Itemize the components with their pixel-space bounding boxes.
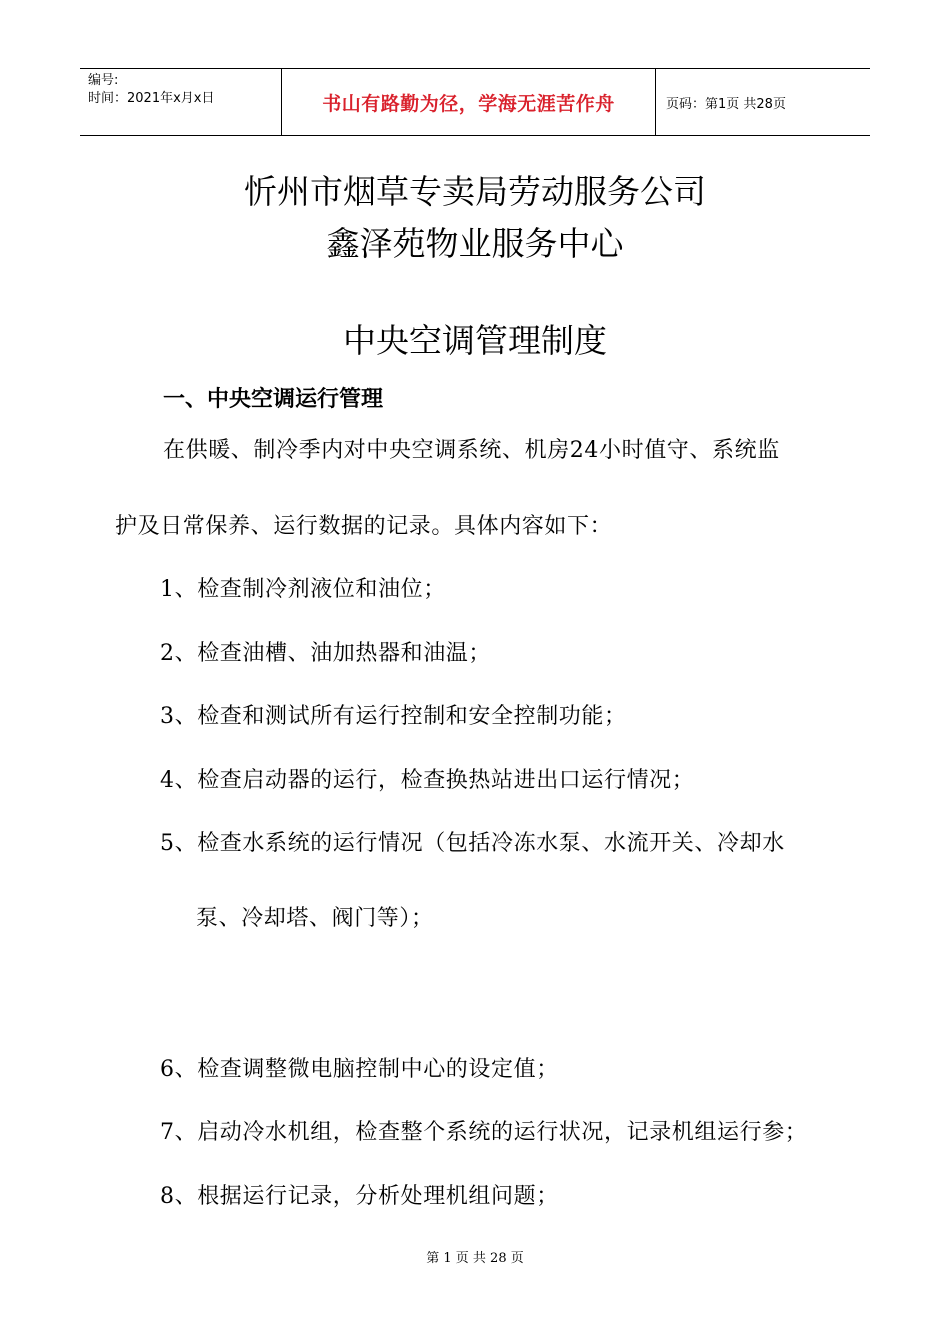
org-name-line1: 忻州市烟草专卖局劳动服务公司 (244, 172, 706, 211)
list-item: 3、检查和测试所有运行控制和安全控制功能； (160, 704, 627, 729)
page-header (80, 68, 870, 136)
list-item: 1、检查制冷剂液位和油位； (160, 577, 446, 602)
list-item: 5、检查水系统的运行情况（包括冷冻水泵、水流开关、冷却水 (160, 831, 785, 856)
list-item-continuation: 泵、冷却塔、阀门等）； (196, 906, 434, 931)
date-label: 时间：2021年x月x日 (88, 91, 215, 106)
header-meta-cell (80, 69, 282, 135)
list-item: 8、根据运行记录，分析处理机组问题； (160, 1184, 559, 1209)
list-item: 4、检查启动器的运行，检查换热站进出口运行情况； (160, 768, 695, 793)
list-item: 7、启动冷水机组，检查整个系统的运行状况，记录机组运行参； (160, 1120, 808, 1145)
motto-text: 书山有路勤为径，学海无涯苦作舟 (322, 92, 615, 115)
number-label: 编号: (88, 73, 119, 88)
header-page-cell (656, 69, 870, 135)
header-motto-cell (282, 69, 656, 135)
intro-line-1: 在供暖、制冷季内对中央空调系统、机房24小时值守、系统监 (163, 438, 780, 463)
page-info: 页码：第1页 共28页 (666, 96, 786, 112)
list-item: 2、检查油槽、油加热器和油温； (160, 641, 491, 666)
document-title: 中央空调管理制度 (343, 321, 607, 360)
page-footer: 第 1 页 共 28 页 (426, 1251, 524, 1266)
org-name-line2: 鑫泽苑物业服务中心 (326, 224, 624, 263)
list-item: 6、检查调整微电脑控制中心的设定值； (160, 1057, 559, 1082)
intro-line-2: 护及日常保养、运行数据的记录。具体内容如下： (115, 514, 613, 539)
section-heading: 一、中央空调运行管理 (163, 387, 384, 412)
